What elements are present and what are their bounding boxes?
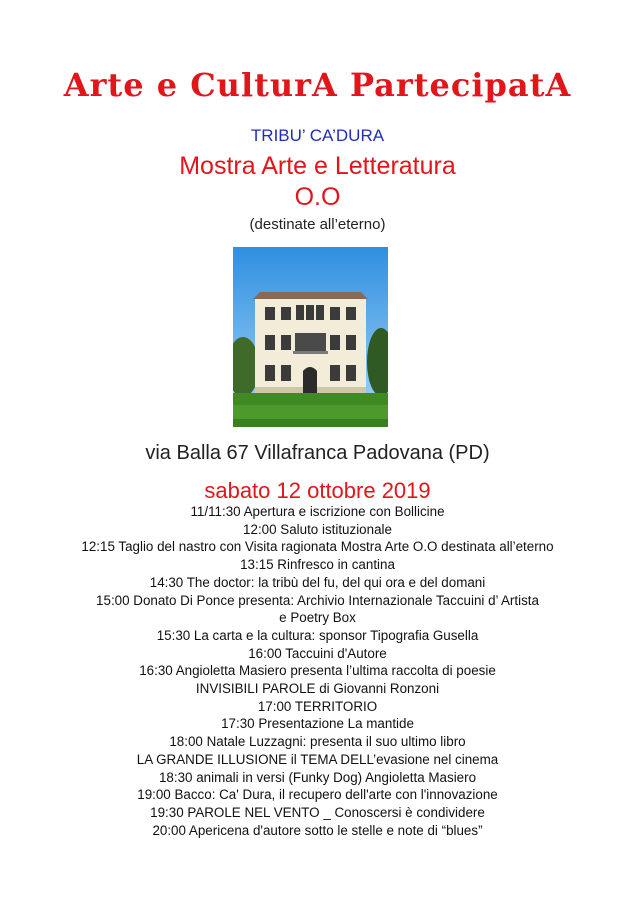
- program-item: 12:00 Saluto istituzionale: [243, 521, 392, 537]
- program-item: 18:00 Natale Luzzagni: presenta il suo ultimo libro: [169, 734, 466, 750]
- program-list: [0, 503, 635, 839]
- program-item: 13:15 Rinfresco in cantina: [240, 557, 395, 573]
- exhibition-title: Mostra Arte e Letteratura: [179, 152, 456, 180]
- program-item: e Poetry Box: [279, 610, 356, 626]
- program-item: 14:30 The doctor: la tribù del fu, del qui ora e del domani: [149, 574, 486, 590]
- program-item: 16:00 Taccuini d'Autore: [248, 645, 387, 661]
- program-item: 17:30 Presentazione La mantide: [221, 716, 414, 732]
- program-item: 15:30 La carta e la cultura: sponsor Tipografia Gusella: [156, 627, 479, 643]
- program-item: 19:00 Bacco: Ca' Dura, il recupero dell'arte con l'innovazione: [137, 787, 498, 803]
- program-item: INVISIBILI PAROLE di Giovanni Ronzoni: [195, 681, 440, 697]
- villa-photo: [233, 247, 388, 427]
- poster-title: Arte e CulturA PartecipatA: [63, 66, 572, 104]
- program-item: 11/11:30 Apertura e iscrizione con Bollicine: [190, 504, 445, 519]
- exhibition-name: O.O: [294, 183, 341, 211]
- event-date: sabato 12 ottobre 2019: [204, 478, 431, 503]
- program-item: 20:00 Apericena d'autore sotto le stelle e note di “blues”: [152, 822, 483, 838]
- program-item: 12:15 Taglio del nastro con Visita ragionata Mostra Arte O.O destinata all’eterno: [81, 539, 554, 555]
- program-item: 15:00 Donato Di Ponce presenta: Archivio Internazionale Taccuini d’ Artista: [96, 592, 539, 608]
- program-item: 16:30 Angioletta Masiero presenta l’ultima raccolta di poesie: [139, 663, 496, 679]
- program-item: LA GRANDE ILLUSIONE il TEMA DELL’evasione nel cinema: [136, 751, 499, 767]
- program-item: 17:00 TERRITORIO: [257, 698, 378, 714]
- exhibition-subtitle: (destinate all’eterno): [249, 216, 386, 233]
- program-item: 19:30 PAROLE NEL VENTO _ Conoscersi è condividere: [150, 804, 485, 820]
- venue-address: via Balla 67 Villafranca Padovana (PD): [145, 442, 490, 464]
- program-item: 18:30 animali in versi (Funky Dog) Angioletta Masiero: [158, 769, 477, 785]
- group-name: TRIBU’ CA’DURA: [250, 126, 385, 145]
